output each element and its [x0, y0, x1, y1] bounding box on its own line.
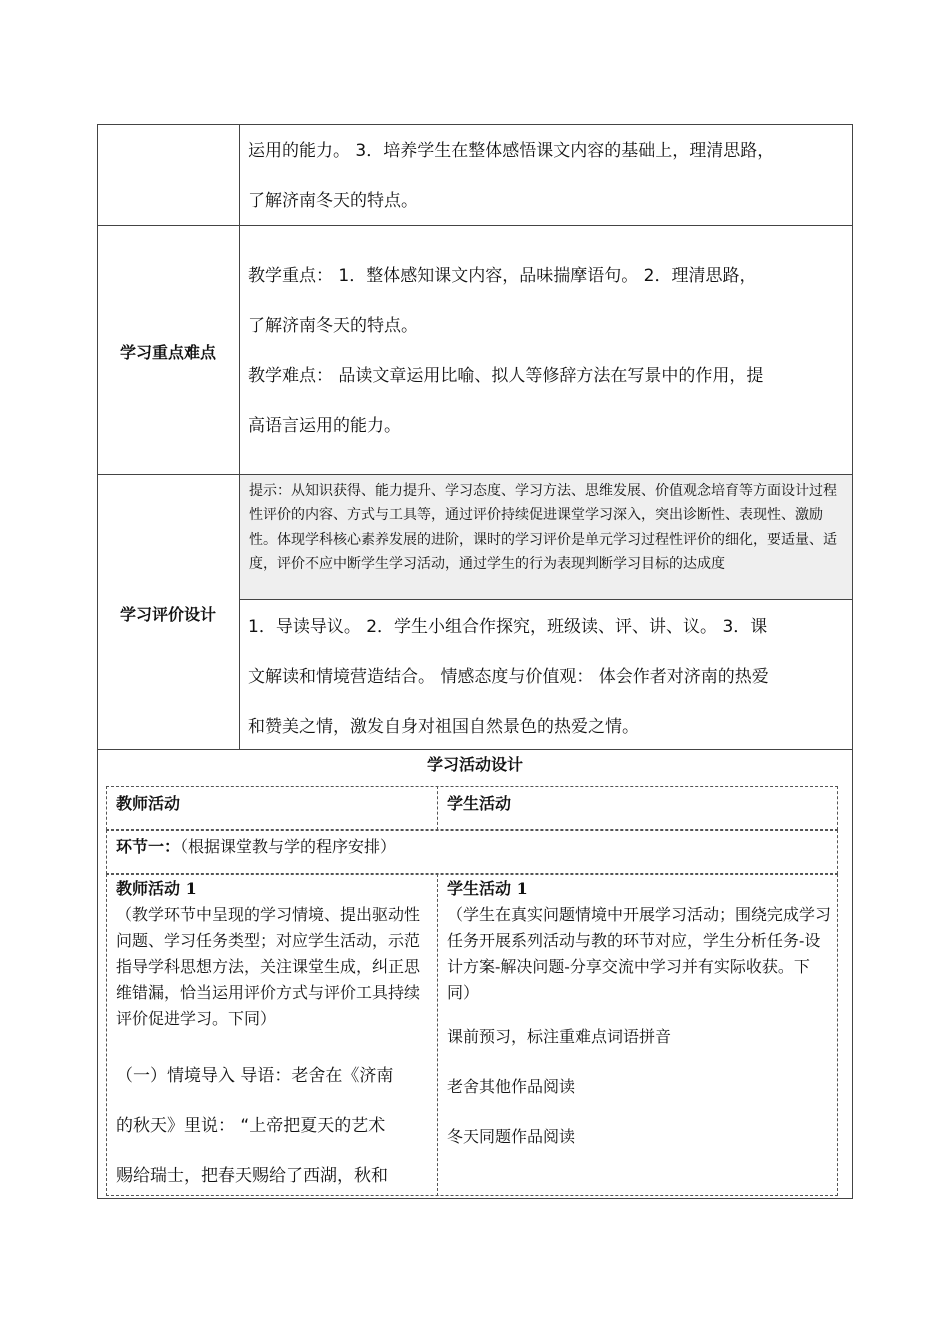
activity-section-title: 学习活动设计 — [426, 755, 523, 774]
key-points-label: 学习重点难点 — [119, 343, 216, 362]
teacher-line: 的秋天》里说： “上帝把夏天的艺术 — [116, 1116, 386, 1136]
header-divider — [437, 786, 438, 830]
objectives-line: 运用的能力。 3．培养学生在整体感悟课文内容的基础上，理清思路， — [248, 141, 775, 161]
evaluation-line: 文解读和情境营造结合。 情感态度与价值观： 体会作者对济南的热爱 — [248, 667, 769, 687]
key-points-line: 高语言运用的能力。 — [248, 416, 401, 436]
student-item: 课前预习，标注重难点词语拼音 — [447, 1027, 672, 1046]
student-activity-note: （学生在真实问题情境中开展学习活动；围绕完成学习任务开展系列活动与教的环节对应，学生分析任务-设计方案-解决问题-分享交流中学习并有实际收获。下同） — [447, 905, 832, 1002]
key-points-content — [248, 251, 840, 451]
segment-note: （根据课堂教与学的程序安排） — [180, 837, 397, 856]
objectives-line: 了解济南冬天的特点。 — [248, 191, 418, 211]
key-points-line: 教学重点： 1．整体感知课文内容，品味揣摩语句。 2．理清思路， — [248, 266, 757, 286]
student-activity-header: 学生活动 — [447, 794, 512, 813]
evaluation-line: 1．导读导议。 2．学生小组合作探究，班级读、评、讲、议。 3．课 — [248, 617, 768, 637]
objectives-continued — [248, 126, 840, 226]
student-activity-list — [447, 1012, 827, 1162]
teacher-activity-column — [116, 876, 430, 1032]
detail-divider — [437, 874, 438, 1196]
key-points-line: 教学难点： 品读文章运用比喻、拟人等修辞方法在写景中的作用，提 — [248, 366, 764, 386]
teacher-activity-title: 教师活动 1 — [116, 879, 197, 898]
evaluation-line: 和赞美之情，激发自身对祖国自然景色的热爱之情。 — [248, 717, 639, 737]
teacher-line: 赐给瑞士，把春天赐给了西湖，秋和 — [116, 1166, 388, 1186]
student-activity-title: 学生活动 1 — [447, 879, 528, 898]
segment-heading — [116, 834, 396, 857]
student-item: 老舍其他作品阅读 — [447, 1077, 576, 1096]
teacher-activity-header: 教师活动 — [116, 794, 181, 813]
teacher-line: （一）情境导入 导语：老舍在《济南 — [116, 1066, 394, 1086]
teacher-activity-note: （教学环节中呈现的学习情境、提出驱动性问题、学习任务类型；对应学生活动，示范指导学科思想方法，关注课堂生成，纠正思维错漏，恰当运用评价方式与评价工具持续评价促进学习。下同） — [116, 905, 421, 1028]
key-points-line: 了解济南冬天的特点。 — [248, 316, 418, 336]
column-divider — [239, 124, 240, 750]
teacher-activity-body — [116, 1051, 434, 1201]
student-activity-column — [447, 876, 831, 1006]
segment-label: 环节一： — [116, 837, 181, 856]
evaluation-hint: 提示：从知识获得、能力提升、学习态度、学习方法、思维发展、价值观念培育等方面设计过程性评价的内容、方式与工具等，通过评价持续促进课堂学习深入，突出诊断性、表现性、激励性。体现学科核心素养发展的进阶，课时的学习评价是单元学习过程性评价的细化，要适量、适度，评价不应中断学生学习活动，通过学生的行为表现判断学习目标的达成度 — [240, 475, 852, 600]
evaluation-content — [248, 602, 840, 752]
evaluation-label: 学习评价设计 — [119, 605, 216, 624]
student-item: 冬天同题作品阅读 — [447, 1127, 576, 1146]
